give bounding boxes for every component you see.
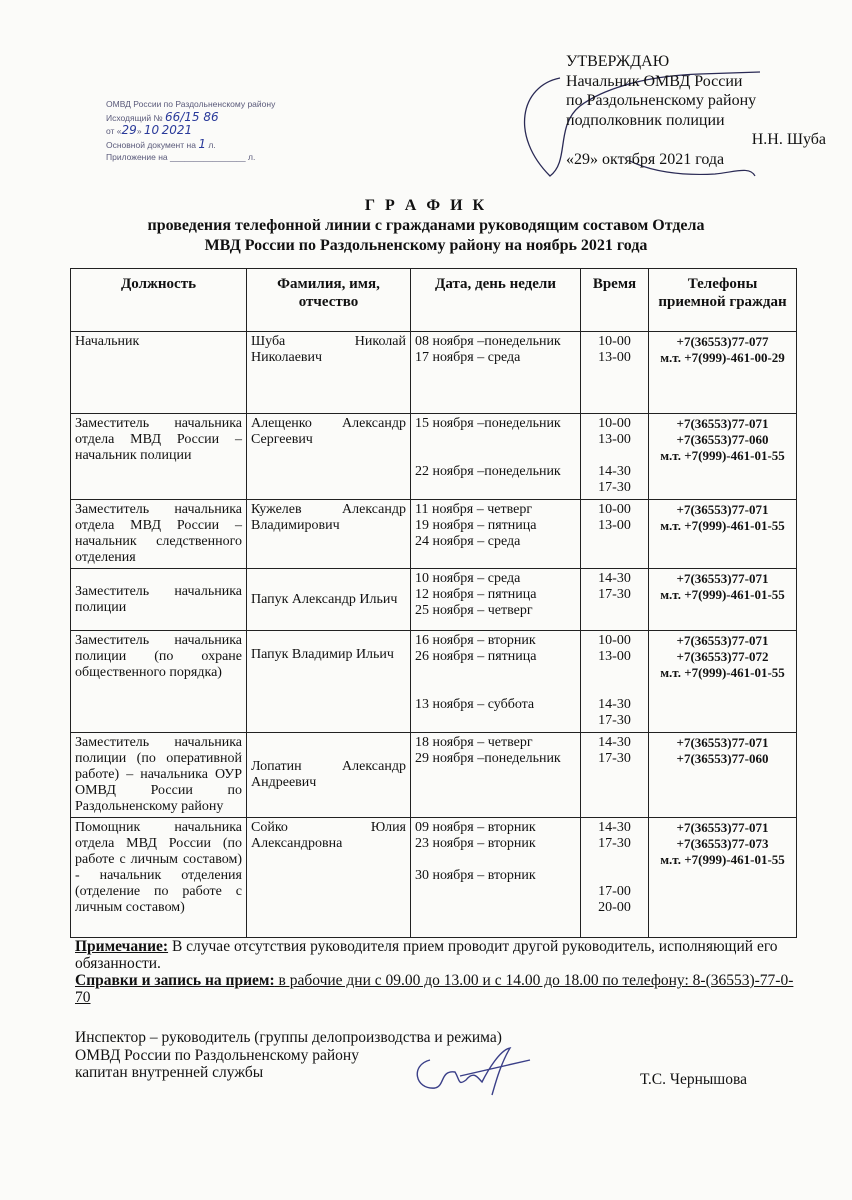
cell-dates: 09 ноября – вторник 23 ноября – вторник 30 ноября – вторник (411, 818, 581, 938)
cell-position: Заместитель начальника полиции (по оперативной работе) – начальника ОУР ОМВД России по Раздольненскому району (71, 733, 247, 818)
header-phones: Телефоны приемной граждан (649, 269, 797, 332)
cell-phones: +7(36553)77-071 м.т. +7(999)-461-01-55 (649, 500, 797, 569)
stamp-attachment: Приложение на ________________ л. (106, 152, 256, 162)
stamp-date-day: 29 (121, 123, 137, 137)
stamp-outgoing-number: 66/15 86 (164, 109, 219, 124)
inspector-line-1: Инспектор – руководитель (группы делопроизводства и режима) (75, 1029, 502, 1046)
approval-signer: Н.Н. Шуба (751, 131, 826, 148)
header-date: Дата, день недели (411, 269, 581, 332)
cell-name: Лопатин Александр Андреевич (247, 733, 411, 818)
cell-name: Папук Александр Ильич (247, 569, 411, 631)
cell-phones: +7(36553)77-077 м.т. +7(999)-461-00-29 (649, 332, 797, 414)
header-position: Должность (71, 269, 247, 332)
cell-times: 14-30 17-30 (581, 733, 649, 818)
stamp-basic-doc-suffix: л. (208, 139, 216, 150)
table-row (71, 631, 797, 733)
title-heading: Г Р А Ф И К (364, 197, 488, 214)
registration-stamp: ОМВД России по Раздольненскому району Исходящий № 66/15 86 от «29» 10 2021 Основной документ на 1 л. Приложение на ________________ л. (106, 98, 290, 178)
table-header-row (71, 269, 797, 332)
cell-position: Помощник начальника отдела МВД России (по работе с личным составом) - начальник отделения (отделение по работе с личным составом) (71, 818, 247, 938)
cell-times: 10-00 13-00 14-30 17-30 (581, 414, 649, 500)
table-row (71, 733, 797, 818)
note-label: Примечание: (75, 938, 169, 955)
inspector-signer: Т.С. Чернышова (640, 1071, 747, 1088)
cell-name: Папук Владимир Ильич (247, 631, 411, 733)
cell-name: Кужелев Александр Владимирович (247, 500, 411, 569)
note-paragraph (75, 938, 795, 972)
table-row (71, 818, 797, 938)
inspector-line-2: ОМВД России по Раздольненскому району (75, 1046, 359, 1064)
cell-position: Заместитель начальника отдела МВД России – начальник следственного отделения (71, 500, 247, 569)
cell-dates: 10 ноября – среда 12 ноября – пятница 25 ноября – четверг (411, 569, 581, 631)
approval-date: «29» октября 2021 года (566, 150, 725, 168)
approval-line-3: подполковник полиции (566, 111, 725, 129)
cell-dates: 15 ноября –понедельник 22 ноября –понедельник (411, 414, 581, 500)
cell-dates: 16 ноября – вторник 26 ноября – пятница 13 ноября – суббота (411, 631, 581, 733)
approval-heading: УТВЕРЖДАЮ (566, 53, 670, 70)
table-row (71, 569, 797, 631)
cell-position: Заместитель начальника отдела МВД России – начальник полиции (71, 414, 247, 500)
table-row (71, 414, 797, 500)
cell-times: 14-30 17-30 (581, 569, 649, 631)
cell-phones: +7(36553)77-071 +7(36553)77-072 м.т. +7(999)-461-01-55 (649, 631, 797, 733)
note-text: В случае отсутствия руководителя прием проводит другой руководитель, исполняющий его обязанности. (75, 938, 778, 972)
cell-phones: +7(36553)77-071 +7(36553)77-060 (649, 733, 797, 818)
cell-position: Начальник (71, 332, 247, 414)
document-title (0, 196, 852, 256)
stamp-date-year: 2021 (161, 123, 193, 137)
cell-times: 10-00 13-00 (581, 500, 649, 569)
approval-line-1: Начальник ОМВД России (566, 72, 743, 90)
stamp-basic-doc-number: 1 (198, 136, 206, 151)
stamp-basic-doc-label: Основной документ на (106, 139, 196, 150)
cell-name: Шуба Николай Николаевич (247, 332, 411, 414)
cell-dates: 18 ноября – четверг 29 ноября –понедельник (411, 733, 581, 818)
approval-block (566, 52, 826, 169)
cell-name: Алещенко Александр Сергеевич (247, 414, 411, 500)
table-row (71, 500, 797, 569)
stamp-outgoing-label: Исходящий № (106, 112, 163, 123)
schedule-table (70, 268, 797, 938)
cell-position: Заместитель начальника полиции (по охране общественного порядка) (71, 631, 247, 733)
cell-position: Заместитель начальника полиции (71, 569, 247, 631)
inspector-signature (400, 1040, 550, 1100)
title-line-2: проведения телефонной линии с гражданами руководящим составом Отдела (147, 217, 705, 234)
info-text: в рабочие дни с 09.00 до 13.00 и с 14.00 до 18.00 по телефону: 8-(36553)-77-0-70 (75, 972, 794, 1006)
title-line-3: МВД России по Раздольненскому району на ноябрь 2021 года (204, 237, 648, 254)
stamp-date-month: 10 (143, 123, 160, 137)
notes-block (75, 938, 795, 1006)
table-row (71, 332, 797, 414)
cell-dates: 08 ноября –понедельник 17 ноября – среда (411, 332, 581, 414)
cell-times: 10-00 13-00 14-30 17-30 (581, 631, 649, 733)
header-name: Фамилия, имя, отчество (247, 269, 411, 332)
stamp-date-label: от « (106, 126, 122, 136)
cell-phones: +7(36553)77-071 м.т. +7(999)-461-01-55 (649, 569, 797, 631)
header-time: Время (581, 269, 649, 332)
cell-phones: +7(36553)77-071 +7(36553)77-073 м.т. +7(999)-461-01-55 (649, 818, 797, 938)
stamp-org: ОМВД России по Раздольненскому району (106, 99, 276, 109)
cell-times: 14-30 17-30 17-00 20-00 (581, 818, 649, 938)
approval-line-2: по Раздольненскому району (566, 92, 757, 109)
info-label: Справки и запись на прием: (75, 972, 275, 989)
cell-name: Сойко Юлия Александровна (247, 818, 411, 938)
cell-times: 10-00 13-00 (581, 332, 649, 414)
cell-dates: 11 ноября – четверг 19 ноября – пятница 24 ноября – среда (411, 500, 581, 569)
inspector-line-3: капитан внутренней службы (75, 1064, 264, 1081)
cell-phones: +7(36553)77-071 +7(36553)77-060 м.т. +7(999)-461-01-55 (649, 414, 797, 500)
info-paragraph (75, 972, 795, 1006)
